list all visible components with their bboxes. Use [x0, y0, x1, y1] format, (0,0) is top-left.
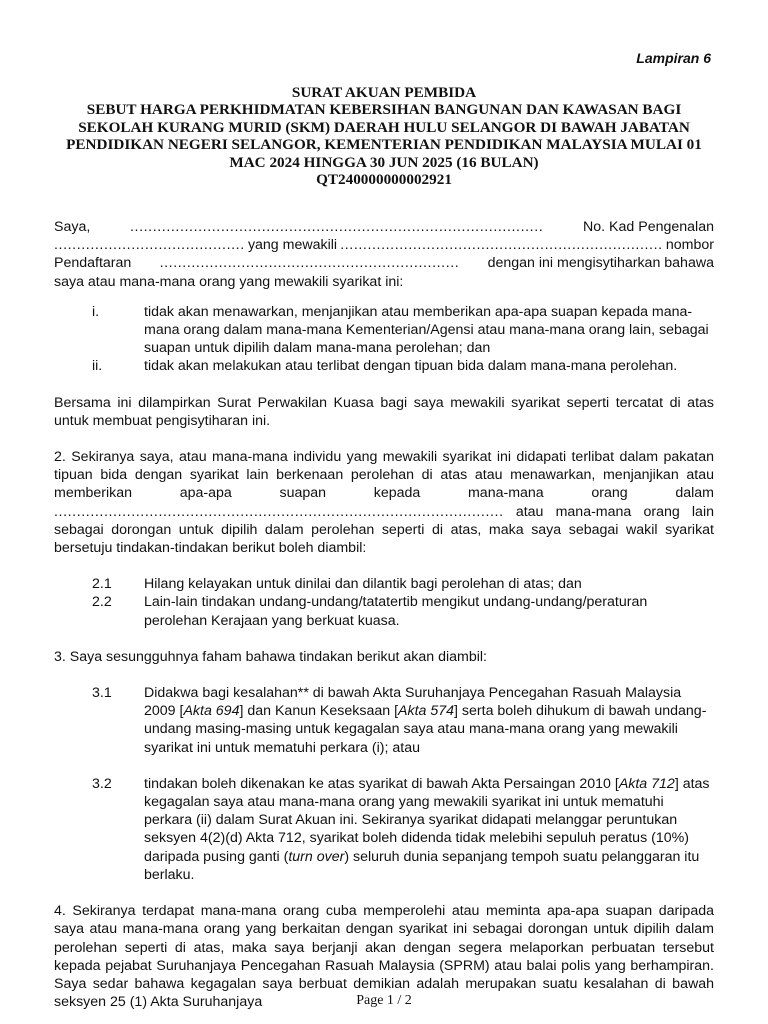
act-reference: Akta 694 [183, 703, 240, 720]
intro-text: saya atau mana-mana orang yang mewakili syarikat ini: [54, 273, 404, 290]
list-item [92, 593, 714, 629]
attachment-label: Lampiran 6 [636, 50, 711, 66]
intro-text: dengan ini mengisytiharkan bahawa [487, 255, 714, 272]
declaration-list [54, 303, 714, 376]
list-item [92, 303, 714, 358]
paragraph-4: 4. Sekiranya terdapat mana-mana orang cuba memperolehi atau meminta apa-apa suapan daripada saya atau mana-mana orang yang berkaitan dengan syarikat ini sebagai dorongan untuk dipilih dalam perolehan seperti di atas, maka saya berjanji akan dengan segera melaporkan perbuatan tersebut kepada pejabat Suruhanjaya Pencegahan Rasuah Malaysia (SPRM) atau balai polis yang berhampiran. Saya sedar bahawa kegagalan saya berbuat demikian adalah merupakan suatu kesalahan di bawah seksyen 25 (1) Akta Suruhanjaya [54, 903, 714, 1011]
title-line: QT240000000002921 [316, 171, 452, 189]
intro-text: nombor [665, 237, 714, 254]
item-text: Hilang kelayakan untuk dinilai dan dilantik bagi perolehan di atas; dan [144, 576, 582, 593]
list-item [92, 357, 714, 375]
intro-text: No. Kad Pengenalan [583, 219, 714, 235]
company-blank: ....................................................................... [340, 237, 663, 254]
list-item [92, 775, 714, 884]
intro-text: Pendaftaran [54, 255, 132, 272]
item-text-part: ] serta boleh dihukum di bawah undang-undang masing-masing untuk kegagalan saya atau mana-mana orang yang mewakili syarikat ini untuk mematuhi perkara (i); atau [144, 703, 707, 756]
item-text: tidak akan menawarkan, menjanjikan atau memberikan apa-apa suapan kepada mana-mana orang dalam mana-mana Kementerian/Agensi atau mana-mana orang lain, sebagai suapan untuk dipilih dalam mana-mana perolehan; dan [144, 303, 709, 357]
paragraph-2 [54, 448, 714, 557]
attachment-paragraph: Bersama ini dilampirkan Surat Perwakilan Kuasa bagi saya mewakili syarikat seperti tercatat di atas untuk membuat pengisytiharan ini. [54, 394, 714, 429]
turnover-term: turn over [288, 848, 345, 865]
item-text [144, 684, 714, 757]
item-text-part: ] dan Kanun Keseksaan [ [239, 703, 399, 720]
paragraph-text: 2. Sekiranya saya, atau mana-mana individu yang mewakili syarikat ini didapati terlibat dalam pakatan tipuan bida dengan syarikat lain berkenaan perolehan di atas atau menawarkan, menjanjikan atau memberikan apa-apa suapan kepada mana-mana orang dalam [54, 449, 714, 502]
intro-text: Saya, [54, 219, 91, 235]
title-line: PENDIDIKAN NEGERI SELANGOR, KEMENTERIAN PENDIDIKAN MALAYSIA MULAI 01 [66, 136, 702, 154]
page-number: Page 1 / 2 [356, 993, 412, 1008]
document-title [40, 84, 728, 188]
item-text: tidak akan melakukan atau terlibat dengan tipuan bida dalam mana-mana perolehan. [144, 358, 678, 375]
ic-number-blank: .......................................... [54, 237, 245, 254]
declaration-intro [54, 218, 714, 291]
item-number: i. [92, 303, 100, 320]
item-text-part: tindakan boleh dikenakan ke atas syarikat di bawah Akta Persaingan 2010 [ [144, 775, 619, 792]
item-text [144, 775, 714, 884]
title-line: SEBUT HARGA PERKHIDMATAN KEBERSIHAN BANGUNAN DAN KAWASAN BAGI [86, 101, 682, 119]
title-line: SEKOLAH KURANG MURID (SKM) DAERAH HULU SELANGOR DI BAWAH JABATAN [78, 118, 690, 136]
item-number: 3.1 [92, 685, 112, 702]
name-blank: ........................................................................................... [130, 219, 544, 235]
list-item [92, 575, 714, 593]
act-reference: Akta 574 [398, 703, 455, 720]
item-text-part: ) seluruh dunia sepanjang tempoh suatu pelanggaran itu berlaku. [144, 848, 700, 883]
party-blank: ................................................................................................... [54, 503, 504, 520]
action-list [54, 575, 714, 630]
paragraph-3: 3. Saya sesungguhnya faham bahawa tindakan berikut akan diambil: [54, 648, 488, 665]
item-text: Lain-lain tindakan undang-undang/tatatertib mengikut undang-undang/peraturan perolehan Kerajaan yang berkuat kuasa. [144, 594, 648, 629]
item-number: 2.1 [92, 576, 112, 593]
title-line: MAC 2024 HINGGA 30 JUN 2025 (16 BULAN) [229, 153, 539, 171]
list-item [92, 684, 714, 757]
item-number: ii. [92, 358, 103, 375]
item-number: 3.2 [92, 775, 112, 792]
item-text-part: ] atas kegagalan saya atau mana-mana orang yang mewakili syarikat ini untuk mematuhi perkara (ii) dalam Surat Akuan ini. Sekiranya syarikat didapati melanggar peruntukan seksyen 4(2)(d) Akta 712, syarikat boleh didenda tidak melebihi sepuluh peratus (10%) daripada pusing ganti ( [144, 775, 710, 865]
paragraph-text: atau mana-mana orang lain sebagai dorongan untuk dipilih dalam perolehan seperti di atas, maka saya sebagai wakil syarikat bersetuju tindakan-tindakan berikut boleh diambil: [54, 503, 714, 557]
document-body [54, 218, 714, 1011]
item-text-part: Didakwa bagi kesalahan** di bawah Akta Suruhanjaya Pencegahan Rasuah Malaysia 2009 [ [144, 685, 682, 720]
title-line: SURAT AKUAN PEMBIDA [291, 84, 477, 101]
registration-blank: .................................................................. [159, 255, 460, 272]
intro-text: yang mewakili [247, 237, 338, 254]
item-number: 2.2 [92, 594, 112, 611]
act-reference: Akta 712 [618, 775, 675, 792]
